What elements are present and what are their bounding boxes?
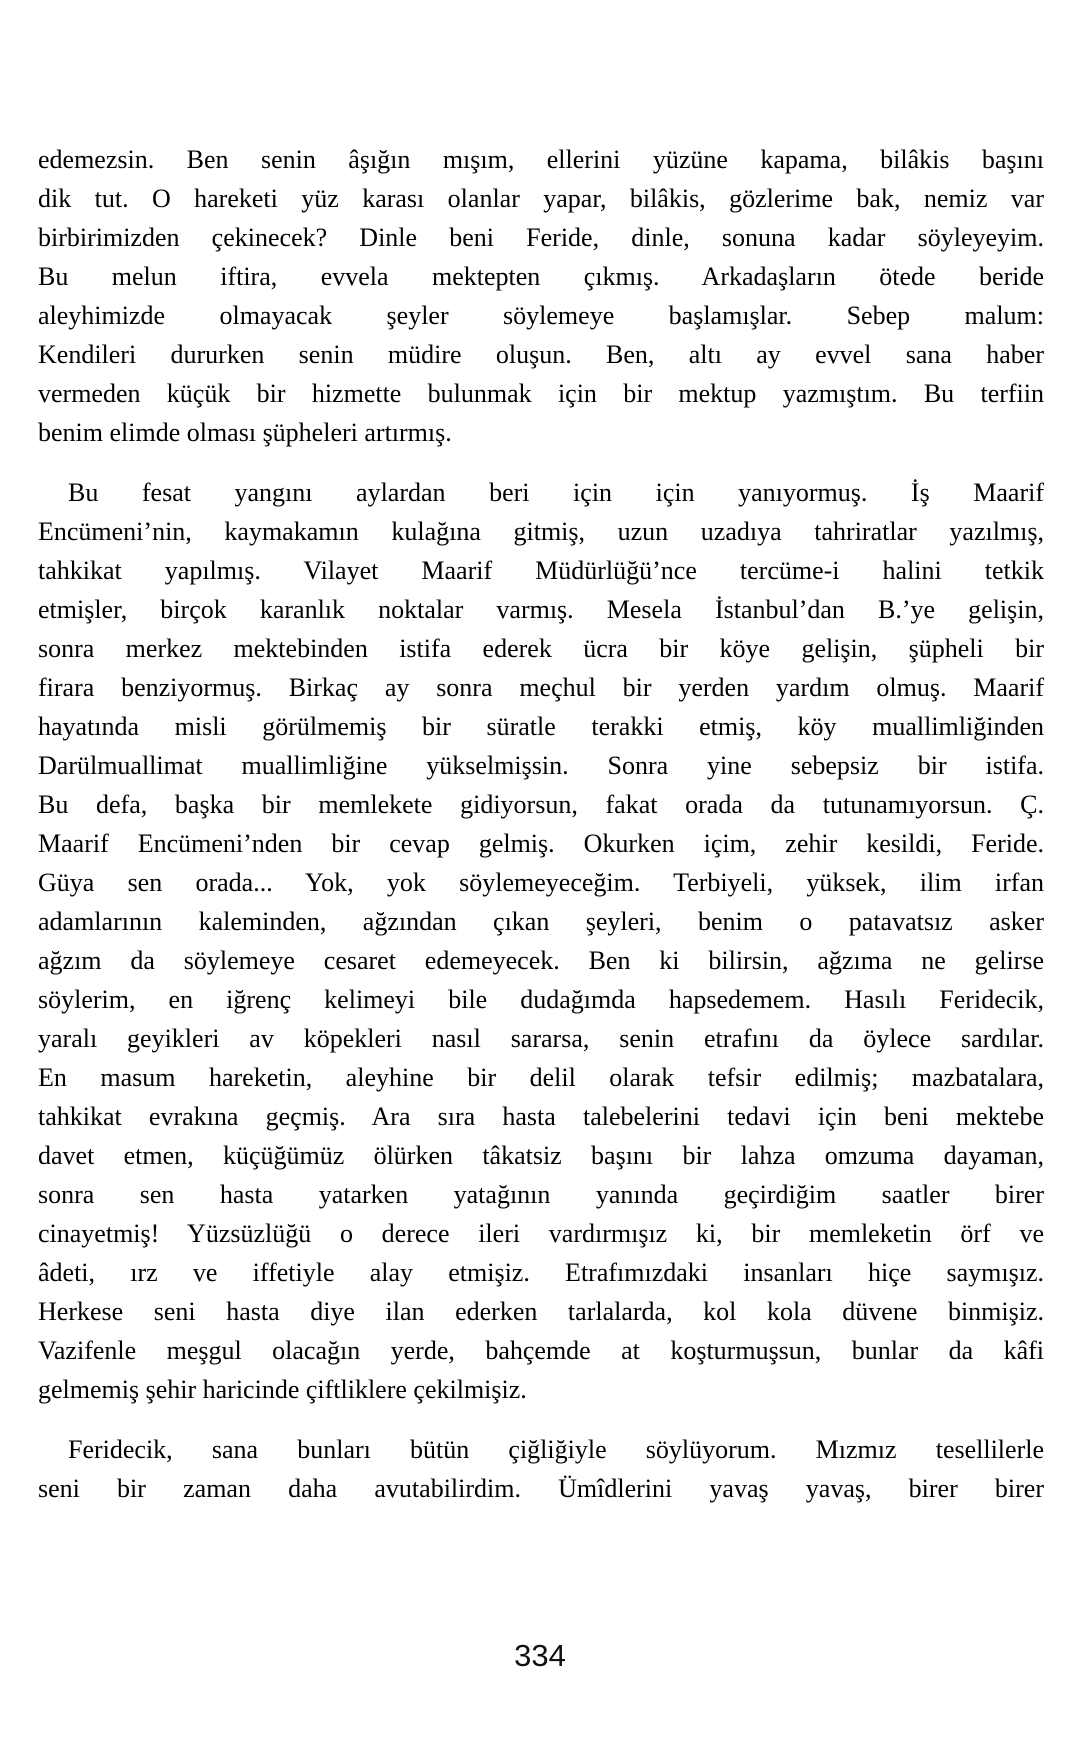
text-line: âdeti, ırz ve iffetiyle alay etmişiz. Etrafımızdaki insanları hiçe saymışız. [38, 1258, 1044, 1287]
text-block [38, 140, 1044, 1529]
text-line: Maarif Encümeni’nden bir cevap gelmiş. Okurken içim, zehir kesildi, Feride. [38, 829, 1044, 858]
page-number: 334 [514, 1638, 566, 1673]
text-line: davet etmen, küçüğümüz ölürken tâkatsiz başını bir lahza omzuma dayaman, [38, 1141, 1044, 1170]
text-line: Bu defa, başka bir memlekete gidiyorsun, fakat orada da tutunamıyorsun. Ç. [38, 790, 1044, 819]
text-line: Darülmuallimat muallimliğine yükselmişsin. Sonra yine sebepsiz bir istifa. [38, 751, 1044, 780]
text-line: Kendileri dururken senin müdire oluşun. Ben, altı ay evvel sana haber [38, 340, 1044, 369]
text-line: sonra merkez mektebinden istifa ederek ücra bir köye gelişin, şüpheli bir [38, 634, 1044, 663]
text-line: dik tut. O hareketi yüz karası olanlar yapar, bilâkis, gözlerime bak, nemiz var [38, 184, 1044, 213]
text-line: vermeden küçük bir hizmette bulunmak için bir mektup yazmıştım. Bu terfiin [38, 379, 1044, 408]
text-line: benim elimde olması şüpheleri artırmış. [38, 418, 452, 447]
text-line: edemezsin. Ben senin âşığın mışım, ellerini yüzüne kapama, bilâkis başını [38, 145, 1044, 174]
text-line: aleyhimizde olmayacak şeyler söylemeye başlamışlar. Sebep malum: [38, 301, 1044, 330]
text-line: ağzım da söylemeye cesaret edemeyecek. Ben ki bilirsin, ağzıma ne gelirse [38, 946, 1044, 975]
text-line: Feridecik, sana bunları bütün çiğliğiyle söylüyorum. Mızmız tesellilerle [68, 1435, 1044, 1464]
text-line: En masum hareketin, aleyhine bir delil olarak tefsir edilmiş; mazbatalara, [38, 1063, 1044, 1092]
text-line: yaralı geyikleri av köpekleri nasıl sararsa, senin etrafını da öylece sardılar. [38, 1024, 1044, 1053]
text-line: cinayetmiş! Yüzsüzlüğü o derece ileri vardırmışız ki, bir memleketin örf ve [38, 1219, 1044, 1248]
text-line: etmişler, birçok karanlık noktalar varmış. Mesela İstanbul’dan B.’ye gelişin, [38, 595, 1044, 624]
text-line: söylerim, en iğrenç kelimeyi bile dudağımda hapsedemem. Hasılı Feridecik, [38, 985, 1044, 1014]
text-line: tahkikat evrakına geçmiş. Ara sıra hasta talebelerini tedavi için beni mektebe [38, 1102, 1044, 1131]
text-line: tahkikat yapılmış. Vilayet Maarif Müdürlüğü’nce tercüme-i halini tetkik [38, 556, 1044, 585]
text-line: seni bir zaman daha avutabilirdim. Ümîdlerini yavaş yavaş, birer birer [38, 1474, 1044, 1503]
text-line: Encümeni’nin, kaymakamın kulağına gitmiş, uzun uzadıya tahriratlar yazılmış, [38, 517, 1044, 546]
text-line: hayatında misli görülmemiş bir süratle terakki etmiş, köy muallimliğinden [38, 712, 1044, 741]
paragraph [38, 140, 1044, 452]
text-line: Bu melun iftira, evvela mektepten çıkmış. Arkadaşların ötede beride [38, 262, 1044, 291]
text-line: sonra sen hasta yatarken yatağının yanında geçirdiğim saatler birer [38, 1180, 1044, 1209]
text-line: Vazifenle meşgul olacağın yerde, bahçemde at koşturmuşsun, bunlar da kâfi [38, 1336, 1044, 1365]
text-line: birbirimizden çekinecek? Dinle beni Feride, dinle, sonuna kadar söyleyeyim. [38, 223, 1044, 252]
text-line: Bu fesat yangını aylardan beri için için yanıyormuş. İş Maarif [68, 478, 1044, 507]
text-line: adamlarının kaleminden, ağzından çıkan şeyleri, benim o patavatsız asker [38, 907, 1044, 936]
text-line: Güya sen orada... Yok, yok söylemeyeceğim. Terbiyeli, yüksek, ilim irfan [38, 868, 1044, 897]
text-line: gelmemiş şehir haricinde çiftliklere çekilmişiz. [38, 1375, 527, 1404]
text-line: Herkese seni hasta diye ilan ederken tarlalarda, kol kola düvene binmişiz. [38, 1297, 1044, 1326]
text-line: firara benziyormuş. Birkaç ay sonra meçhul bir yerden yardım olmuş. Maarif [38, 673, 1044, 702]
paragraph [38, 1430, 1044, 1508]
paragraph [38, 473, 1044, 1409]
